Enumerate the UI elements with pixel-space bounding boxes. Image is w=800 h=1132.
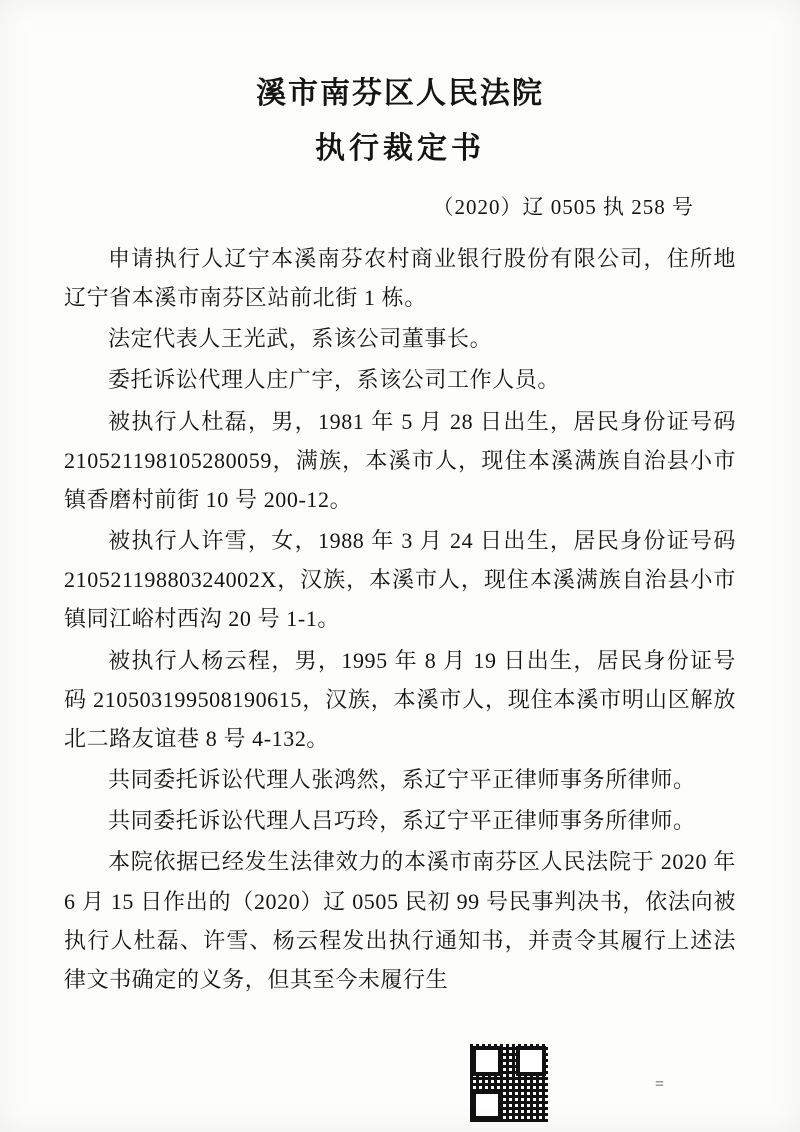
qr-code xyxy=(470,1044,590,1124)
page-title: 溪市南芬区人民法院 xyxy=(256,77,544,110)
qr-code-icon xyxy=(470,1044,548,1122)
paragraph: 本院依据已经发生法律效力的本溪市南芬区人民法院于 2020 年 6 月 15 日作出的（2020）辽 0505 民初 99 号民事判决书，依法向被执行人杜磊、许雪、杨云程发出执行通知书，并责令其履行上述法律文书确定的义务，但其至今未履行生 xyxy=(64,849,736,992)
paragraph: 申请执行人辽宁本溪南芬农村商业银行股份有限公司，住所地辽宁省本溪市南芬区站前北街 1 栋。 xyxy=(64,246,736,311)
paragraph: 共同委托诉讼代理人吕巧玲，系辽宁平正律师事务所律师。 xyxy=(108,808,696,834)
paragraph: 被执行人杨云程，男，1995 年 8 月 19 日出生，居民身份证号码 210503199508190615，汉族，本溪市人，现住本溪市明山区解放北二路友谊巷 8 号 4-132。 xyxy=(64,647,736,751)
document-body xyxy=(64,239,736,999)
page-mark: = xyxy=(655,1076,666,1093)
paragraph: 被执行人许雪，女，1988 年 3 月 24 日出生，居民身份证号码 21052119880324002X，汉族，本溪市人，现住本溪满族自治县小市镇同江峪村西沟 20 号 1-1。 xyxy=(64,528,736,632)
paragraph: 法定代表人王光武，系该公司董事长。 xyxy=(108,326,493,352)
case-number: （2020）辽 0505 执 258 号 xyxy=(432,195,694,219)
paragraph: 被执行人杜磊，男，1981 年 5 月 28 日出生，居民身份证号码 210521198105280059，满族，本溪市人，现住本溪满族自治县小市镇香磨村前街 10 号 200-12。 xyxy=(64,408,736,512)
paragraph: 委托诉讼代理人庄广宇，系该公司工作人员。 xyxy=(108,367,561,393)
paragraph: 共同委托诉讼代理人张鸿然，系辽宁平正律师事务所律师。 xyxy=(108,767,696,793)
qr-corner-icon xyxy=(472,1090,502,1120)
document-subtitle: 执行裁定书 xyxy=(315,131,485,165)
